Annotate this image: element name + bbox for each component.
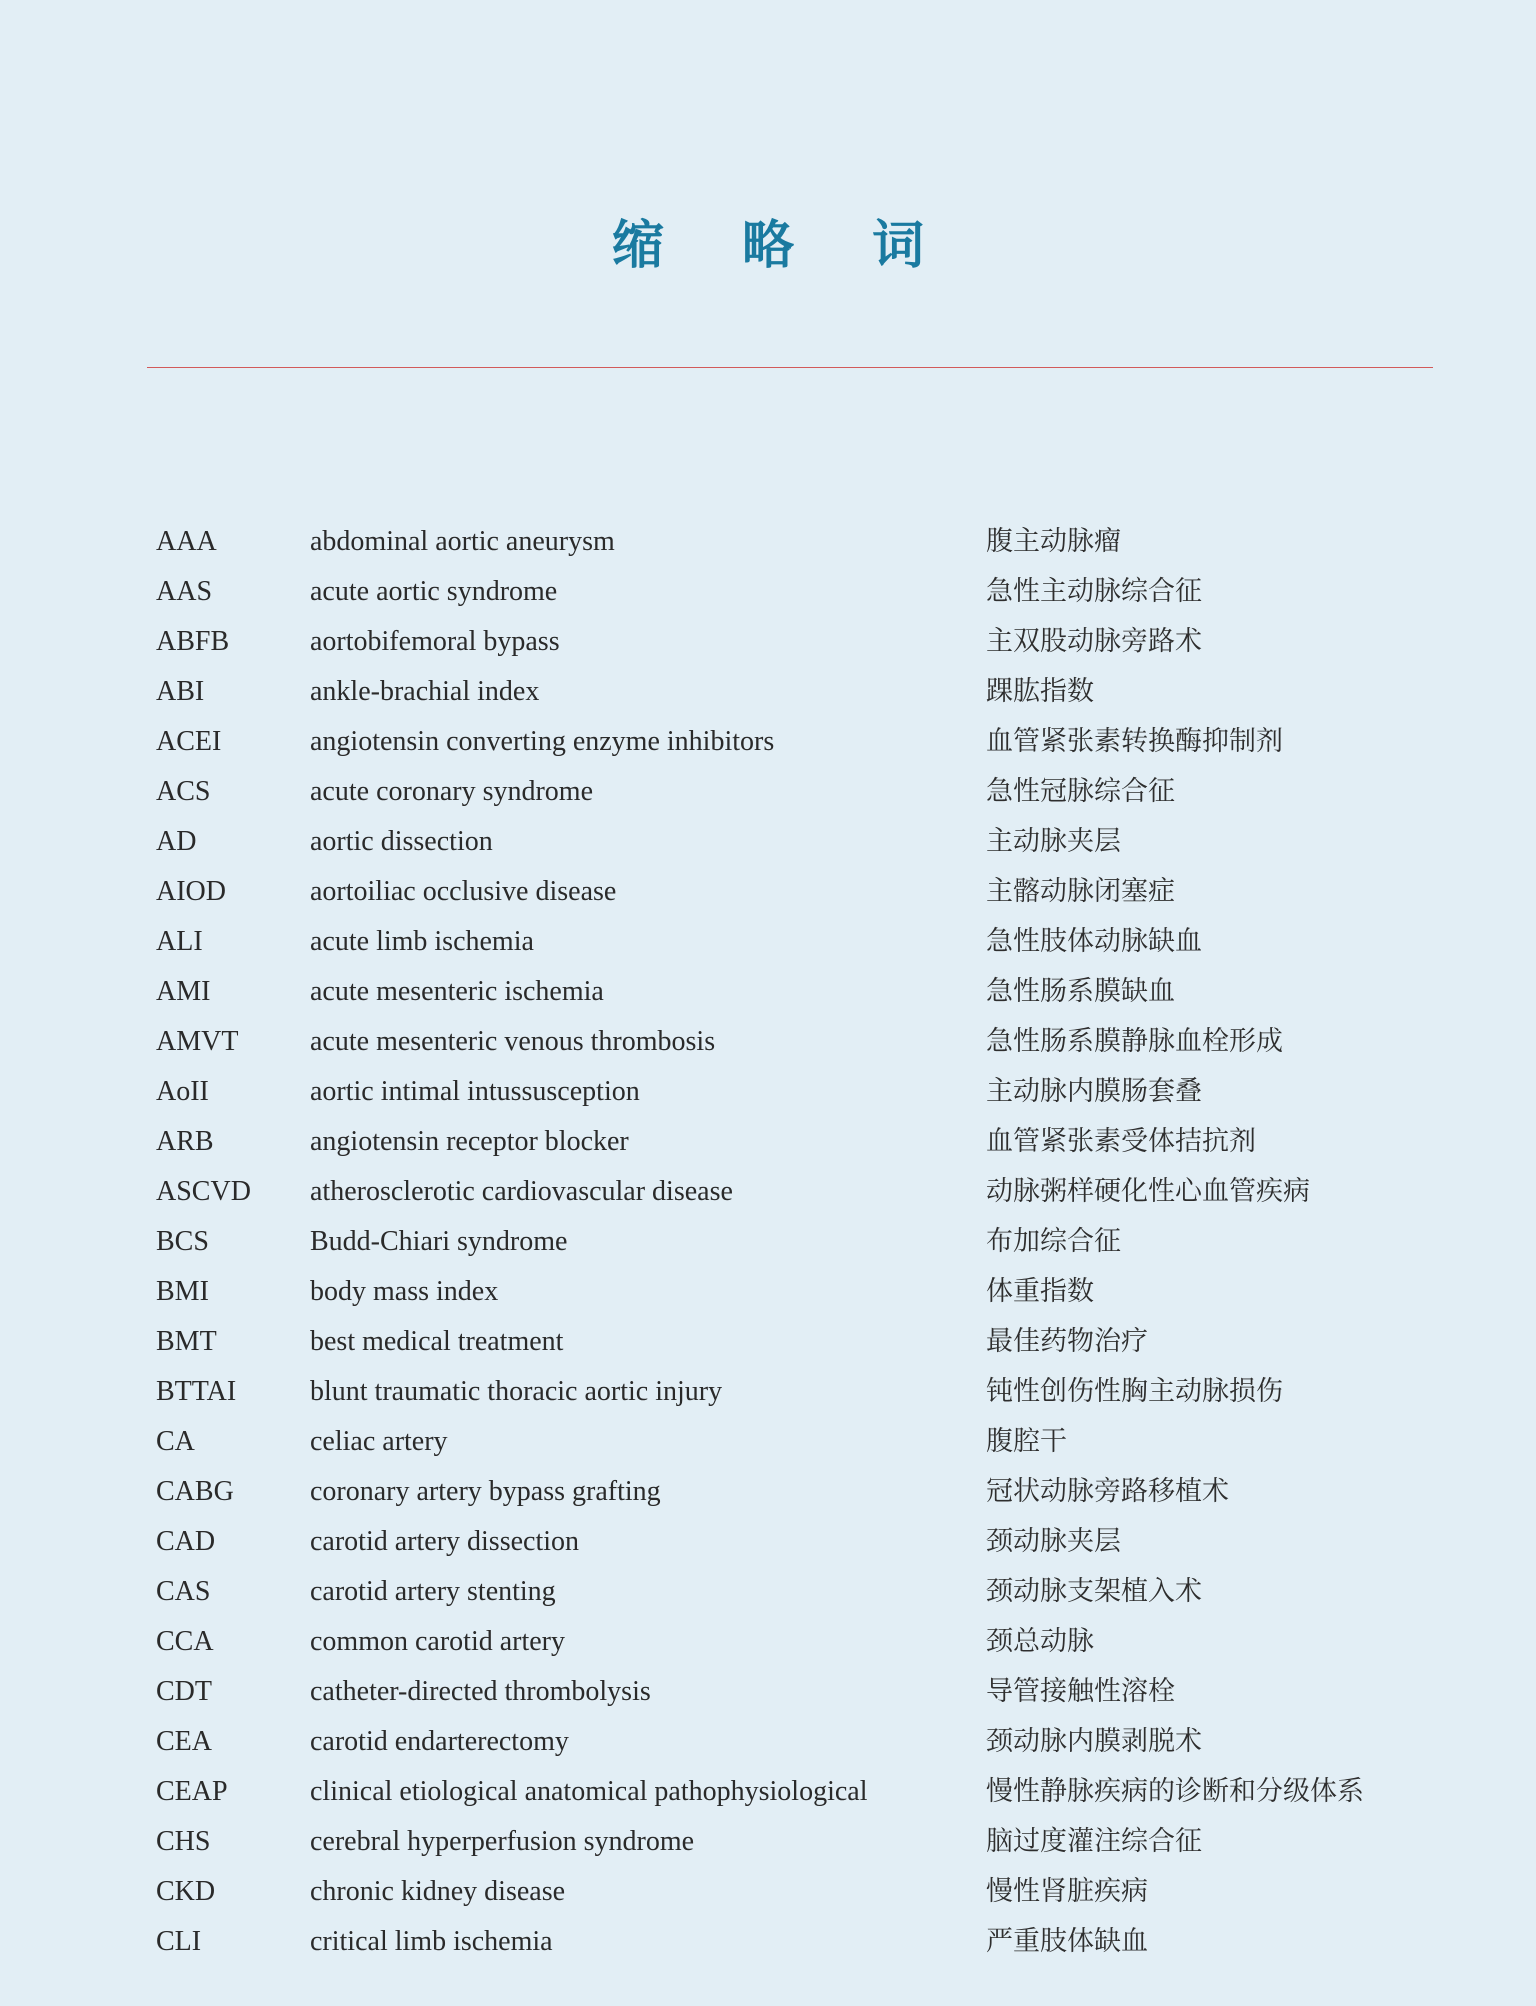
english-term: celiac artery — [310, 1426, 448, 1457]
chinese-term: 颈动脉夹层 — [986, 1526, 1121, 1557]
english-term: aortic intimal intussusception — [310, 1076, 640, 1107]
abbreviation: CKD — [156, 1876, 216, 1907]
abbreviation: CAS — [156, 1576, 211, 1607]
english-term: carotid artery stenting — [310, 1576, 556, 1607]
chinese-term: 体重指数 — [986, 1276, 1094, 1307]
chinese-term: 冠状动脉旁路移植术 — [986, 1476, 1229, 1507]
chinese-term: 慢性静脉疾病的诊断和分级体系 — [986, 1776, 1364, 1807]
abbreviation: CDT — [156, 1676, 212, 1707]
abbreviation: AMVT — [156, 1026, 239, 1057]
abbreviation: BMT — [156, 1326, 217, 1357]
chinese-term: 腹主动脉瘤 — [986, 526, 1121, 557]
english-term: angiotensin converting enzyme inhibitors — [310, 726, 775, 757]
abbreviation: AAA — [156, 526, 217, 557]
abbreviation-list — [0, 517, 1536, 1967]
english-term: acute aortic syndrome — [310, 576, 558, 607]
abbreviation: BTTAI — [156, 1376, 237, 1407]
english-term: abdominal aortic aneurysm — [310, 526, 615, 557]
english-term: aortic dissection — [310, 826, 493, 857]
chinese-term: 急性肠系膜缺血 — [986, 976, 1175, 1007]
abbreviation-entry — [0, 1917, 1536, 1967]
english-term: critical limb ischemia — [310, 1926, 553, 1957]
abbreviation: CLI — [156, 1926, 202, 1957]
chinese-term: 动脉粥样硬化性心血管疾病 — [986, 1176, 1310, 1207]
english-term: aortoiliac occlusive disease — [310, 876, 617, 907]
chinese-term: 最佳药物治疗 — [986, 1326, 1148, 1357]
chinese-term: 急性冠脉综合征 — [986, 776, 1175, 807]
abbreviation-entry — [0, 1317, 1536, 1367]
english-term: angiotensin receptor blocker — [310, 1126, 629, 1157]
abbreviation-entry — [0, 1267, 1536, 1317]
chinese-term: 主动脉内膜肠套叠 — [986, 1076, 1202, 1107]
english-term: chronic kidney disease — [310, 1876, 566, 1907]
english-term: cerebral hyperperfusion syndrome — [310, 1826, 695, 1857]
abbreviation: ABFB — [156, 626, 230, 657]
abbreviation: CCA — [156, 1626, 214, 1657]
abbreviation-entry — [0, 967, 1536, 1017]
abbreviation: ACEI — [156, 726, 222, 757]
abbreviation-entry — [0, 917, 1536, 967]
chinese-term: 急性肠系膜静脉血栓形成 — [986, 1026, 1283, 1057]
abbreviation: ACS — [156, 776, 211, 807]
abbreviation-entry — [0, 567, 1536, 617]
abbreviation-entry — [0, 1567, 1536, 1617]
abbreviation: CHS — [156, 1826, 211, 1857]
english-term: coronary artery bypass grafting — [310, 1476, 661, 1507]
english-term: best medical treatment — [310, 1326, 564, 1357]
abbreviation: ABI — [156, 676, 205, 707]
abbreviation-entry — [0, 817, 1536, 867]
abbreviation-entry — [0, 1017, 1536, 1067]
abbreviation: CAD — [156, 1526, 216, 1557]
english-term: carotid artery dissection — [310, 1526, 580, 1557]
abbreviation-entry — [0, 1467, 1536, 1517]
abbreviation-entry — [0, 1767, 1536, 1817]
abbreviation-entry — [0, 767, 1536, 817]
chinese-term: 颈动脉内膜剥脱术 — [986, 1726, 1202, 1757]
abbreviation: AAS — [156, 576, 213, 607]
english-term: blunt traumatic thoracic aortic injury — [310, 1376, 723, 1407]
english-term: acute coronary syndrome — [310, 776, 593, 807]
abbreviation-entry — [0, 1417, 1536, 1467]
abbreviation: BCS — [156, 1226, 209, 1257]
abbreviation: BMI — [156, 1276, 209, 1307]
chinese-term: 慢性肾脏疾病 — [986, 1876, 1148, 1907]
abbreviation-entry — [0, 1617, 1536, 1667]
english-term: acute limb ischemia — [310, 926, 534, 957]
abbreviation-entry — [0, 617, 1536, 667]
abbreviation-entry — [0, 517, 1536, 567]
abbreviation-entry — [0, 667, 1536, 717]
chinese-term: 血管紧张素转换酶抑制剂 — [986, 726, 1283, 757]
chinese-term: 踝肱指数 — [986, 676, 1094, 707]
abbreviation-entry — [0, 1517, 1536, 1567]
abbreviation: CEAP — [156, 1776, 228, 1807]
page-title: 缩 略 词 — [611, 216, 955, 276]
abbreviation: CA — [156, 1426, 195, 1457]
abbreviation: ALI — [156, 926, 203, 957]
chinese-term: 脑过度灌注综合征 — [986, 1826, 1202, 1857]
chinese-term: 布加综合征 — [986, 1226, 1121, 1257]
chinese-term: 急性肢体动脉缺血 — [986, 926, 1202, 957]
abbreviation: ARB — [156, 1126, 214, 1157]
abbreviation-entry — [0, 1817, 1536, 1867]
chinese-term: 颈总动脉 — [986, 1626, 1094, 1657]
english-term: clinical etiological anatomical pathophysiological — [310, 1776, 868, 1807]
english-term: acute mesenteric ischemia — [310, 976, 604, 1007]
abbreviation-entry — [0, 1117, 1536, 1167]
chinese-term: 血管紧张素受体拮抗剂 — [986, 1126, 1256, 1157]
abbreviation-entry — [0, 1667, 1536, 1717]
english-term: aortobifemoral bypass — [310, 626, 560, 657]
abbreviation-entry — [0, 717, 1536, 767]
abbreviation-entry — [0, 1167, 1536, 1217]
abbreviation: AoII — [156, 1076, 209, 1107]
english-term: acute mesenteric venous thrombosis — [310, 1026, 716, 1057]
chinese-term: 主双股动脉旁路术 — [986, 626, 1202, 657]
chinese-term: 严重肢体缺血 — [986, 1926, 1148, 1957]
english-term: body mass index — [310, 1276, 499, 1307]
abbreviation: CABG — [156, 1476, 234, 1507]
abbreviation-entry — [0, 1867, 1536, 1917]
chinese-term: 导管接触性溶栓 — [986, 1676, 1175, 1707]
abbreviation: AIOD — [156, 876, 226, 907]
english-term: carotid endarterectomy — [310, 1726, 569, 1757]
abbreviation-entry — [0, 1067, 1536, 1117]
abbreviation: CEA — [156, 1726, 212, 1757]
chinese-term: 急性主动脉综合征 — [986, 576, 1202, 607]
chinese-term: 主动脉夹层 — [986, 826, 1121, 857]
english-term: Budd-Chiari syndrome — [310, 1226, 568, 1257]
chinese-term: 主髂动脉闭塞症 — [986, 876, 1175, 907]
english-term: ankle-brachial index — [310, 676, 540, 707]
abbreviation-entry — [0, 1717, 1536, 1767]
abbreviation: AD — [156, 826, 197, 857]
chinese-term: 颈动脉支架植入术 — [986, 1576, 1202, 1607]
chinese-term: 腹腔干 — [986, 1426, 1067, 1457]
english-term: catheter-directed thrombolysis — [310, 1676, 651, 1707]
abbreviation-entry — [0, 1217, 1536, 1267]
abbreviation: AMI — [156, 976, 211, 1007]
abbreviation-entry — [0, 1367, 1536, 1417]
chinese-term: 钝性创伤性胸主动脉损伤 — [986, 1376, 1283, 1407]
abbreviation: ASCVD — [156, 1176, 251, 1207]
abbreviation-entry — [0, 867, 1536, 917]
english-term: common carotid artery — [310, 1626, 566, 1657]
title-divider — [147, 367, 1433, 368]
english-term: atherosclerotic cardiovascular disease — [310, 1176, 733, 1207]
